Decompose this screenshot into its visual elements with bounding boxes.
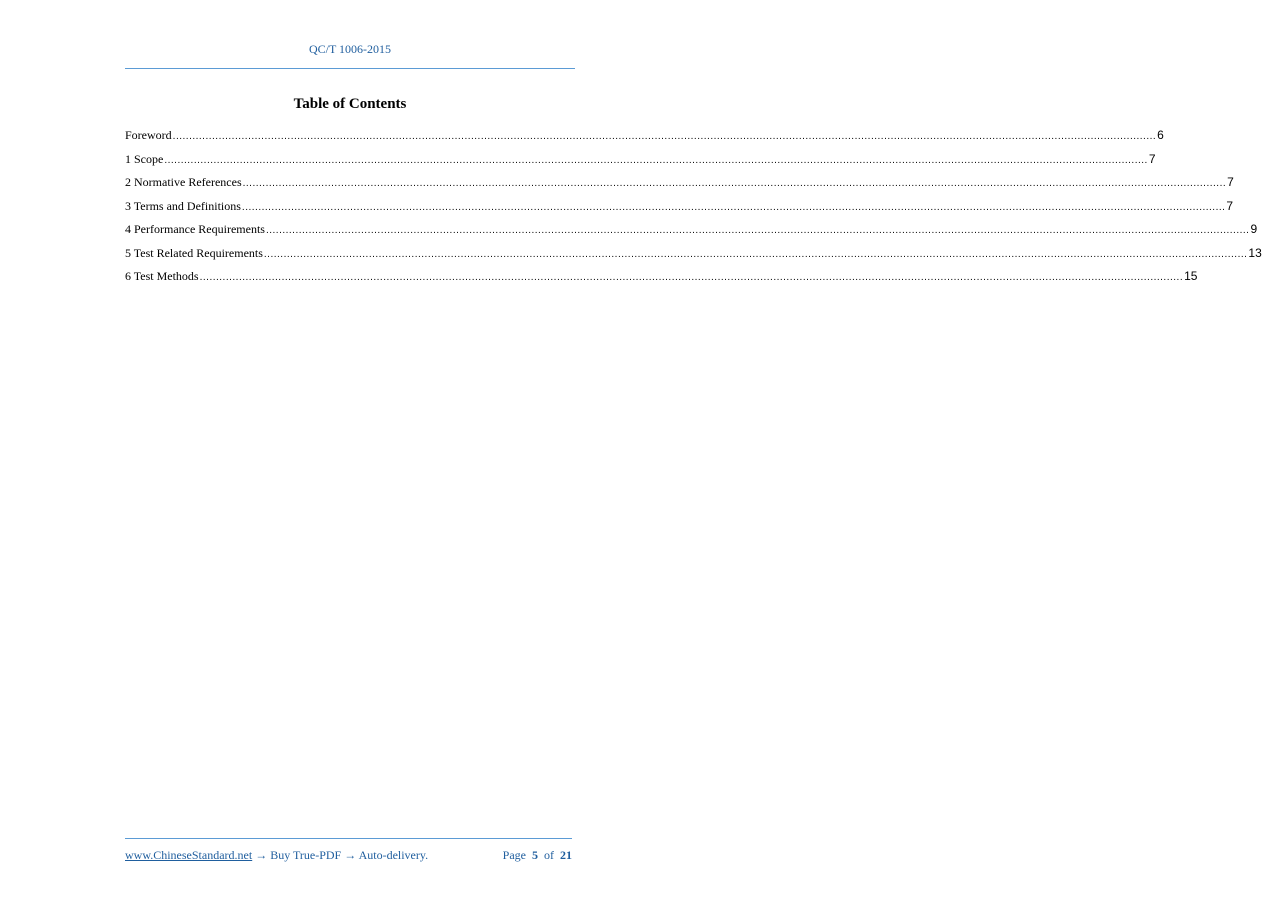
footer-divider xyxy=(125,838,572,839)
toc-entry-page: 9 xyxy=(1250,222,1258,236)
toc-entry-label: 1 Scope xyxy=(125,151,164,166)
toc-entry-performance-requirements[interactable] xyxy=(125,222,1258,246)
toc-list xyxy=(125,128,1262,293)
toc-entry-foreword[interactable] xyxy=(125,128,1164,152)
footer-tagline: → Buy True-PDF → Auto-delivery. xyxy=(252,848,429,862)
toc-entry-normative-references[interactable] xyxy=(125,175,1234,199)
toc-entry-test-related-requirements[interactable] xyxy=(125,245,1262,270)
page-word: Page xyxy=(502,848,526,862)
page-of: of xyxy=(544,848,554,862)
toc-entry-label: 5 Test Related Requirements xyxy=(125,245,263,260)
page-total: 21 xyxy=(560,848,572,862)
toc-dot-leader: ............................................................................................................................................................................................................................................................................................................ xyxy=(265,225,1250,236)
header-divider xyxy=(125,68,575,69)
toc-entry-page: 7 xyxy=(1226,198,1234,213)
toc-entry-terms-and-definitions[interactable] xyxy=(125,198,1234,223)
toc-dot-leader: ............................................................................................................................................................................................................................................................................................................ xyxy=(164,154,1148,166)
toc-title: Table of Contents xyxy=(293,96,407,112)
toc-entry-scope[interactable] xyxy=(125,151,1156,176)
running-header: QC/T 1006-2015 xyxy=(308,42,392,56)
toc-entry-page: 15 xyxy=(1184,269,1198,283)
toc-entry-label: 2 Normative References xyxy=(125,175,242,189)
toc-entry-label: 6 Test Methods xyxy=(125,269,199,283)
footer-promo xyxy=(125,848,428,863)
toc-dot-leader: ............................................................................................................................................................................................................................................................................................................ xyxy=(199,272,1184,283)
toc-entry-page: 7 xyxy=(1227,175,1234,189)
page-number xyxy=(503,848,572,863)
page-footer xyxy=(125,848,572,863)
footer-website-link[interactable]: www.ChineseStandard.net xyxy=(125,848,253,862)
toc-entry-label: Foreword xyxy=(125,128,172,142)
toc-dot-leader: ............................................................................................................................................................................................................................................................................................................ xyxy=(241,201,1226,213)
toc-dot-leader: ............................................................................................................................................................................................................................................................................................................ xyxy=(263,248,1248,260)
toc-entry-page: 13 xyxy=(1248,245,1262,260)
toc-entry-page: 7 xyxy=(1148,151,1156,166)
page-current: 5 xyxy=(532,848,538,862)
toc-dot-leader: ............................................................................................................................................................................................................................................................................................................ xyxy=(172,131,1157,142)
toc-entry-label: 3 Terms and Definitions xyxy=(125,198,241,213)
toc-entry-page: 6 xyxy=(1157,128,1164,142)
toc-dot-leader: ............................................................................................................................................................................................................................................................................................................ xyxy=(242,178,1227,189)
toc-entry-test-methods[interactable] xyxy=(125,269,1198,293)
toc-entry-label: 4 Performance Requirements xyxy=(125,222,265,236)
